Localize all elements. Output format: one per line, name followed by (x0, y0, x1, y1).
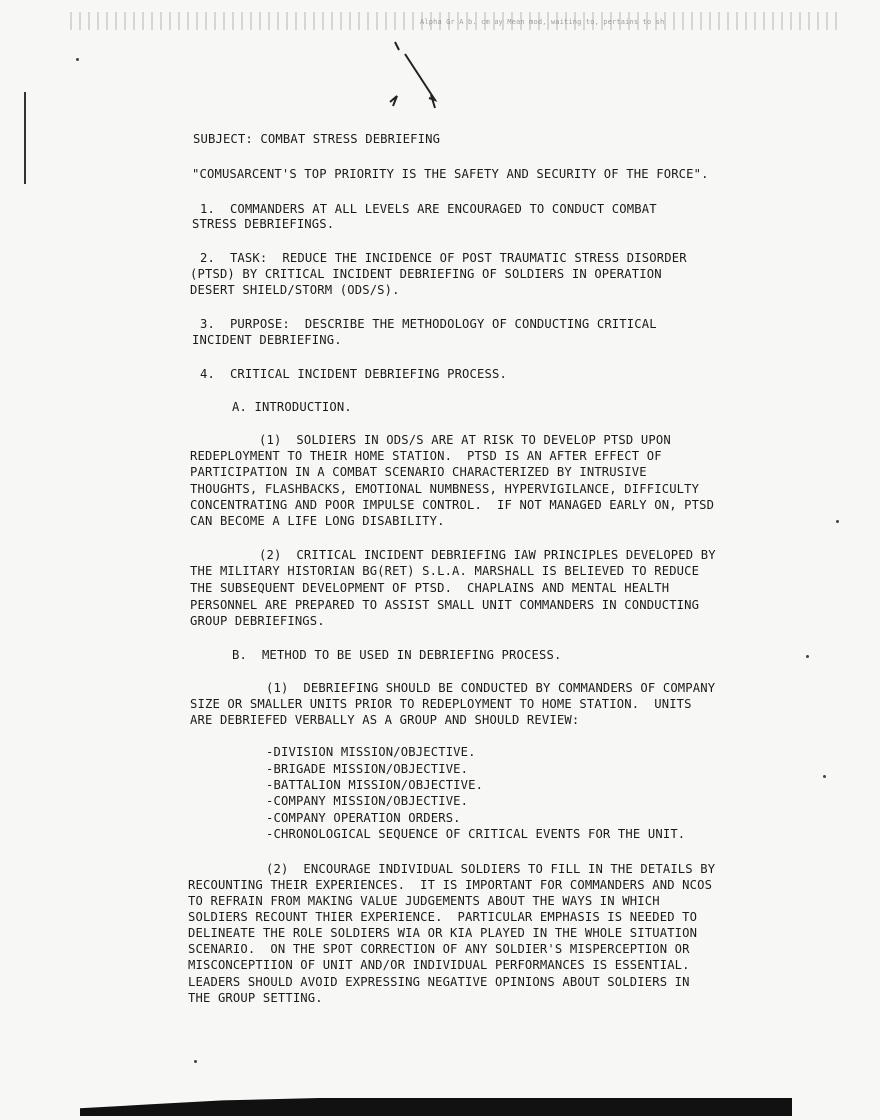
subsection-heading: A. INTRODUCTION. (232, 400, 352, 414)
paragraph-line: THE GROUP SETTING. (188, 991, 323, 1005)
pen-mark-graphic (385, 40, 455, 115)
paragraph-line: GROUP DEBRIEFINGS. (190, 614, 325, 628)
subsection-heading: B. METHOD TO BE USED IN DEBRIEFING PROCESS. (232, 648, 562, 662)
paragraph-line: 2. TASK: REDUCE THE INCIDENCE OF POST TRAUMATIC STRESS DISORDER (200, 251, 687, 265)
list-item: -BATTALION MISSION/OBJECTIVE. (266, 778, 484, 792)
paragraph-line: SOLDIERS RECOUNT THIER EXPERIENCE. PARTICULAR EMPHASIS IS NEEDED TO (188, 910, 698, 924)
paragraph-line: 1. COMMANDERS AT ALL LEVELS ARE ENCOURAGED TO CONDUCT COMBAT (200, 202, 657, 216)
scan-noise-header-text: Alpha Gr A b. cm ay Mean mod, waiting to, pertains to sh (420, 18, 665, 26)
paragraph-line: (1) DEBRIEFING SHOULD BE CONDUCTED BY COMMANDERS OF COMPANY (266, 681, 716, 695)
section-heading: 4. CRITICAL INCIDENT DEBRIEFING PROCESS. (200, 367, 507, 381)
list-item: -DIVISION MISSION/OBJECTIVE. (266, 745, 476, 759)
list-item: -CHRONOLOGICAL SEQUENCE OF CRITICAL EVENTS FOR THE UNIT. (266, 827, 686, 841)
paragraph-line: ARE DEBRIEFED VERBALLY AS A GROUP AND SHOULD REVIEW: (190, 713, 580, 727)
speck (836, 520, 839, 523)
paragraph-line: SCENARIO. ON THE SPOT CORRECTION OF ANY SOLDIER'S MISPERCEPTION OR (188, 942, 690, 956)
paragraph-line: 3. PURPOSE: DESCRIBE THE METHODOLOGY OF CONDUCTING CRITICAL (200, 317, 657, 331)
paragraph-line: (2) ENCOURAGE INDIVIDUAL SOLDIERS TO FILL IN THE DETAILS BY (266, 862, 716, 876)
paragraph-line: RECOUNTING THEIR EXPERIENCES. IT IS IMPORTANT FOR COMMANDERS AND NCOS (188, 878, 713, 892)
paragraph-line: STRESS DEBRIEFINGS. (192, 217, 335, 231)
paragraph-line: DESERT SHIELD/STORM (ODS/S). (190, 283, 400, 297)
list-item: -BRIGADE MISSION/OBJECTIVE. (266, 762, 469, 776)
scan-bottom-shadow (80, 1090, 792, 1116)
paragraph-line: DELINEATE THE ROLE SOLDIERS WIA OR KIA PLAYED IN THE WHOLE SITUATION (188, 926, 698, 940)
paragraph-line: (PTSD) BY CRITICAL INCIDENT DEBRIEFING OF SOLDIERS IN OPERATION (190, 267, 662, 281)
paragraph-line: THE SUBSEQUENT DEVELOPMENT OF PTSD. CHAPLAINS AND MENTAL HEALTH (190, 581, 670, 595)
paragraph-line: LEADERS SHOULD AVOID EXPRESSING NEGATIVE OPINIONS ABOUT SOLDIERS IN (188, 975, 690, 989)
speck (194, 1060, 197, 1063)
speck (806, 655, 809, 658)
paragraph-line: MISCONCEPTIION OF UNIT AND/OR INDIVIDUAL PERFORMANCES IS ESSENTIAL. (188, 958, 690, 972)
paragraph-line: (2) CRITICAL INCIDENT DEBRIEFING IAW PRINCIPLES DEVELOPED BY (259, 548, 716, 562)
subject-line: SUBJECT: COMBAT STRESS DEBRIEFING (193, 132, 441, 146)
list-item: -COMPANY OPERATION ORDERS. (266, 811, 461, 825)
paragraph-line: TO REFRAIN FROM MAKING VALUE JUDGEMENTS ABOUT THE WAYS IN WHICH (188, 894, 660, 908)
speck (823, 775, 826, 778)
paragraph-line: INCIDENT DEBRIEFING. (192, 333, 342, 347)
paragraph-line: PERSONNEL ARE PREPARED TO ASSIST SMALL UNIT COMMANDERS IN CONDUCTING (190, 598, 700, 612)
paragraph-line: PARTICIPATION IN A COMBAT SCENARIO CHARACTERIZED BY INTRUSIVE (190, 465, 647, 479)
speck (76, 58, 79, 61)
paragraph-line: THE MILITARY HISTORIAN BG(RET) S.L.A. MARSHALL IS BELIEVED TO REDUCE (190, 564, 700, 578)
list-item: -COMPANY MISSION/OBJECTIVE. (266, 794, 469, 808)
paragraph-line: (1) SOLDIERS IN ODS/S ARE AT RISK TO DEVELOP PTSD UPON (259, 433, 671, 447)
paragraph-line: REDEPLOYMENT TO THEIR HOME STATION. PTSD IS AN AFTER EFFECT OF (190, 449, 662, 463)
motto-line: "COMUSARCENT'S TOP PRIORITY IS THE SAFETY AND SECURITY OF THE FORCE". (192, 167, 709, 181)
paragraph-line: THOUGHTS, FLASHBACKS, EMOTIONAL NUMBNESS, HYPERVIGILANCE, DIFFICULTY (190, 482, 700, 496)
paragraph-line: CONCENTRATING AND POOR IMPULSE CONTROL. IF NOT MANAGED EARLY ON, PTSD (190, 498, 715, 512)
paragraph-line: SIZE OR SMALLER UNITS PRIOR TO REDEPLOYMENT TO HOME STATION. UNITS (190, 697, 692, 711)
paragraph-line: CAN BECOME A LIFE LONG DISABILITY. (190, 514, 445, 528)
margin-mark (24, 92, 26, 184)
